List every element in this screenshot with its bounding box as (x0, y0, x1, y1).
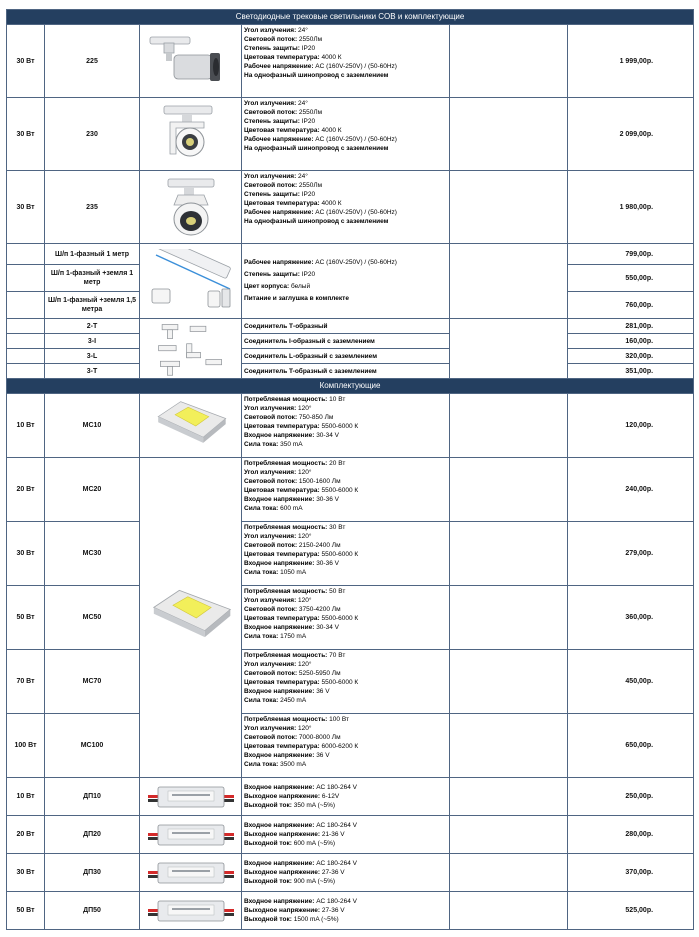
model-cell: MC10 (45, 394, 140, 458)
spec-line: Степень защиты: IP20 (244, 271, 316, 278)
power-cell (7, 292, 45, 319)
spec-cell (242, 98, 450, 171)
spec-line: Потребляемая мощность: 20 Вт (244, 460, 346, 467)
spec-line: Световой поток: 7000-8000 Лм (244, 734, 341, 741)
spec-line: Входное напряжение: AC 180-264 V (244, 822, 358, 829)
spec-line: Световой поток: 2550Лм (244, 182, 323, 189)
connectors-image (146, 321, 236, 377)
table-row (7, 98, 694, 171)
spec-line: Выходное напряжение: 27-36 V (244, 869, 345, 876)
spec-cell (242, 854, 450, 892)
price-cell: 550,00р. (568, 265, 694, 292)
empty-cell (450, 394, 568, 458)
track-round-light-image (146, 102, 236, 166)
spec-line: Потребляемая мощность: 70 Вт (244, 652, 346, 659)
empty-cell (450, 171, 568, 244)
power-cell: 10 Вт (7, 778, 45, 816)
spec-cell (242, 650, 450, 714)
model-cell: 235 (45, 171, 140, 244)
spec-line: На однофазный шинопровод с заземлением (244, 72, 389, 79)
section-title: Светодиодные трековые светильники COB и комплектующие (7, 10, 694, 25)
spec-line: Световой поток: 3750-4200 Лм (244, 606, 341, 613)
power-cell: 30 Вт (7, 25, 45, 98)
model-cell: 225 (45, 25, 140, 98)
spec-line: Соединитель Т-образный (244, 322, 328, 330)
power-cell: 30 Вт (7, 854, 45, 892)
spec-cell (242, 714, 450, 778)
table-row (7, 854, 694, 892)
led-driver-image (146, 859, 236, 887)
empty-cell (450, 244, 568, 319)
empty-cell (450, 458, 568, 522)
table-row (7, 349, 694, 364)
spec-line: Рабочее напряжение: AC (160V-250V) / (50-60Hz) (244, 259, 397, 266)
spec-line: На однофазный шинопровод с заземлением (244, 145, 389, 152)
power-cell (7, 319, 45, 334)
led-chip-image (146, 396, 236, 456)
spec-line: Входное напряжение: 30-36 V (244, 560, 339, 567)
power-cell: 70 Вт (7, 650, 45, 714)
spec-line: Выходной ток: 350 mA (~5%) (244, 802, 336, 809)
power-cell: 20 Вт (7, 458, 45, 522)
spec-line: Потребляемая мощность: 100 Вт (244, 716, 349, 723)
spec-line: Угол излучения: 24° (244, 100, 308, 107)
price-cell: 281,00р. (568, 319, 694, 334)
spec-line: Выходное напряжение: 21-36 V (244, 831, 345, 838)
spec-line: Входное напряжение: AC 180-264 V (244, 784, 358, 791)
spec-line: Цветовая температура: 4000 К (244, 127, 342, 134)
power-cell (7, 265, 45, 292)
spec-cell (242, 816, 450, 854)
product-image (140, 25, 242, 98)
empty-cell (450, 892, 568, 930)
product-image (140, 892, 242, 930)
spec-cell (242, 394, 450, 458)
power-cell: 50 Вт (7, 892, 45, 930)
spec-line: Световой поток: 2550Лм (244, 109, 323, 116)
product-image (140, 394, 242, 458)
spec-line: Выходной ток: 1500 mA (~5%) (244, 916, 339, 923)
spec-line: Цветовая температура: 5500-6000 К (244, 487, 359, 494)
spec-line: На однофазный шинопровод с заземлением (244, 218, 389, 225)
product-image (140, 854, 242, 892)
spec-line: Степень защиты: IP20 (244, 191, 316, 198)
spec-line: Соединитель I-образный с заземлением (244, 337, 375, 345)
table-row (7, 586, 694, 650)
price-cell: 160,00р. (568, 334, 694, 349)
spec-line: Входное напряжение: 30-34 V (244, 624, 339, 631)
spec-line: Выходное напряжение: 6-12V (244, 793, 340, 800)
spec-line: Световой поток: 5250-5950 Лм (244, 670, 341, 677)
product-image (140, 816, 242, 854)
model-cell: ДП30 (45, 854, 140, 892)
spec-cell (242, 349, 450, 364)
spec-line: Выходной ток: 600 mA (~5%) (244, 840, 336, 847)
spec-line: Угол излучения: 24° (244, 173, 308, 180)
product-image (140, 458, 242, 778)
empty-cell (450, 522, 568, 586)
empty-cell (450, 319, 568, 379)
price-cell: 525,00р. (568, 892, 694, 930)
empty-cell (450, 854, 568, 892)
empty-cell (450, 778, 568, 816)
power-cell: 10 Вт (7, 394, 45, 458)
spec-line: Выходной ток: 900 mA (~5%) (244, 878, 336, 885)
power-cell (7, 364, 45, 379)
empty-cell (450, 25, 568, 98)
spec-line: Световой поток: 1500-1600 Лм (244, 478, 341, 485)
spec-line: Угол излучения: 120° (244, 533, 312, 540)
spec-line: Рабочее напряжение: AC (160V-250V) / (50-60Hz) (244, 63, 397, 70)
model-cell: Ш/п 1-фазный +земля 1 метр (45, 265, 140, 292)
table-row (7, 778, 694, 816)
price-cell: 799,00р. (568, 244, 694, 265)
table-row (7, 334, 694, 349)
spec-line: Световой поток: 2550Лм (244, 36, 323, 43)
price-cell: 280,00р. (568, 816, 694, 854)
power-cell (7, 349, 45, 364)
empty-cell (450, 816, 568, 854)
price-list-sheet (6, 9, 693, 930)
power-cell: 30 Вт (7, 171, 45, 244)
spec-line: Потребляемая мощность: 50 Вт (244, 588, 346, 595)
price-cell: 2 099,00р. (568, 98, 694, 171)
spec-line: Выходное напряжение: 27-36 V (244, 907, 345, 914)
power-cell (7, 334, 45, 349)
spec-line: Цветовая температура: 5500-6000 К (244, 615, 359, 622)
section-header-track (7, 10, 694, 25)
table-row (7, 319, 694, 334)
table-row (7, 816, 694, 854)
price-cell: 240,00р. (568, 458, 694, 522)
spec-cell (242, 586, 450, 650)
spec-line: Потребляемая мощность: 30 Вт (244, 524, 346, 531)
table-row (7, 892, 694, 930)
spec-line: Цветовая температура: 4000 К (244, 54, 342, 61)
price-cell: 450,00р. (568, 650, 694, 714)
spec-line: Входное напряжение: AC 180-264 V (244, 860, 358, 867)
led-chip-large-image (143, 584, 239, 652)
busbar-rail-image (146, 249, 236, 313)
price-table (6, 9, 694, 930)
price-cell: 650,00р. (568, 714, 694, 778)
model-cell: Ш/п 1-фазный +земля 1,5 метра (45, 292, 140, 319)
model-cell: MC50 (45, 586, 140, 650)
spec-line: Рабочее напряжение: AC (160V-250V) / (50-60Hz) (244, 136, 397, 143)
empty-cell (450, 98, 568, 171)
price-cell: 320,00р. (568, 349, 694, 364)
spec-cell (242, 364, 450, 379)
empty-cell (450, 650, 568, 714)
spec-line: Цветовая температура: 6000-6200 К (244, 743, 359, 750)
spec-line: Цвет корпуса: белый (244, 283, 311, 290)
product-image (140, 244, 242, 319)
table-row (7, 714, 694, 778)
spec-cell (242, 334, 450, 349)
spec-cell (242, 244, 450, 319)
spec-line: Питание и заглушка в комплекте (244, 295, 349, 302)
model-cell: 2-T (45, 319, 140, 334)
model-cell: 230 (45, 98, 140, 171)
table-row (7, 171, 694, 244)
price-cell: 370,00р. (568, 854, 694, 892)
product-image (140, 778, 242, 816)
spec-line: Рабочее напряжение: AC (160V-250V) / (50-60Hz) (244, 209, 397, 216)
power-cell (7, 244, 45, 265)
spec-line: Цветовая температура: 4000 К (244, 200, 342, 207)
spec-line: Соединитель T-образный с заземлением (244, 367, 377, 375)
model-cell: 3-I (45, 334, 140, 349)
model-cell: ДП10 (45, 778, 140, 816)
section-header-parts (7, 379, 694, 394)
spec-cell (242, 458, 450, 522)
track-spotlight-image (146, 29, 236, 93)
model-cell: ДП50 (45, 892, 140, 930)
section-title: Комплектующие (7, 379, 694, 394)
price-cell: 120,00р. (568, 394, 694, 458)
model-cell: MC30 (45, 522, 140, 586)
table-row (7, 364, 694, 379)
spec-line: Сила тока: 1050 mA (244, 569, 307, 576)
spec-line: Входное напряжение: 36 V (244, 688, 330, 695)
spec-line: Сила тока: 1750 mA (244, 633, 307, 640)
price-cell: 351,00р. (568, 364, 694, 379)
price-cell: 1 999,00р. (568, 25, 694, 98)
model-cell: MC20 (45, 458, 140, 522)
power-cell: 50 Вт (7, 586, 45, 650)
spec-line: Световой поток: 750-850 Лм (244, 414, 334, 421)
power-cell: 30 Вт (7, 98, 45, 171)
spec-line: Угол излучения: 120° (244, 597, 312, 604)
spec-line: Угол излучения: 24° (244, 27, 308, 34)
model-cell: 3-L (45, 349, 140, 364)
table-row (7, 394, 694, 458)
power-cell: 20 Вт (7, 816, 45, 854)
spec-cell (242, 892, 450, 930)
spec-line: Сила тока: 3500 mA (244, 761, 307, 768)
model-cell: 3-T (45, 364, 140, 379)
table-row (7, 244, 694, 265)
spec-line: Угол излучения: 120° (244, 661, 312, 668)
spec-line: Цветовая температура: 5500-6000 К (244, 551, 359, 558)
power-cell: 30 Вт (7, 522, 45, 586)
price-cell: 760,00р. (568, 292, 694, 319)
table-row (7, 458, 694, 522)
spec-line: Сила тока: 600 mA (244, 505, 303, 512)
spec-line: Световой поток: 2150-2400 Лм (244, 542, 341, 549)
spec-line: Угол излучения: 120° (244, 725, 312, 732)
price-cell: 1 980,00р. (568, 171, 694, 244)
model-cell: MC70 (45, 650, 140, 714)
model-cell: MC100 (45, 714, 140, 778)
table-row (7, 25, 694, 98)
power-cell: 100 Вт (7, 714, 45, 778)
spec-line: Степень защиты: IP20 (244, 118, 316, 125)
spec-line: Цветовая температура: 5500-6000 К (244, 679, 359, 686)
spec-line: Входное напряжение: 36 V (244, 752, 330, 759)
spec-cell (242, 319, 450, 334)
price-cell: 250,00р. (568, 778, 694, 816)
spec-line: Угол излучения: 120° (244, 469, 312, 476)
model-cell: Ш/п 1-фазный 1 метр (45, 244, 140, 265)
product-image (140, 98, 242, 171)
spec-cell (242, 522, 450, 586)
empty-cell (450, 586, 568, 650)
spec-line: Соединитель L-образный с заземлением (244, 352, 378, 360)
spec-line: Сила тока: 2450 mA (244, 697, 307, 704)
spec-line: Потребляемая мощность: 10 Вт (244, 396, 346, 403)
spec-cell (242, 25, 450, 98)
spec-line: Степень защиты: IP20 (244, 45, 316, 52)
track-can-light-image (146, 175, 236, 239)
led-driver-image (146, 821, 236, 849)
product-image (140, 319, 242, 379)
led-driver-image (146, 897, 236, 925)
table-row (7, 522, 694, 586)
spec-line: Входное напряжение: 30-34 V (244, 432, 339, 439)
model-cell: ДП20 (45, 816, 140, 854)
price-cell: 360,00р. (568, 586, 694, 650)
spec-line: Входное напряжение: AC 180-264 V (244, 898, 358, 905)
table-row (7, 650, 694, 714)
spec-line: Угол излучения: 120° (244, 405, 312, 412)
product-image (140, 171, 242, 244)
empty-cell (450, 714, 568, 778)
spec-cell (242, 171, 450, 244)
spec-line: Входное напряжение: 30-36 V (244, 496, 339, 503)
price-cell: 279,00р. (568, 522, 694, 586)
spec-cell (242, 778, 450, 816)
spec-line: Цветовая температура: 5500-6000 К (244, 423, 359, 430)
spec-line: Сила тока: 350 mA (244, 441, 303, 448)
led-driver-image (146, 783, 236, 811)
